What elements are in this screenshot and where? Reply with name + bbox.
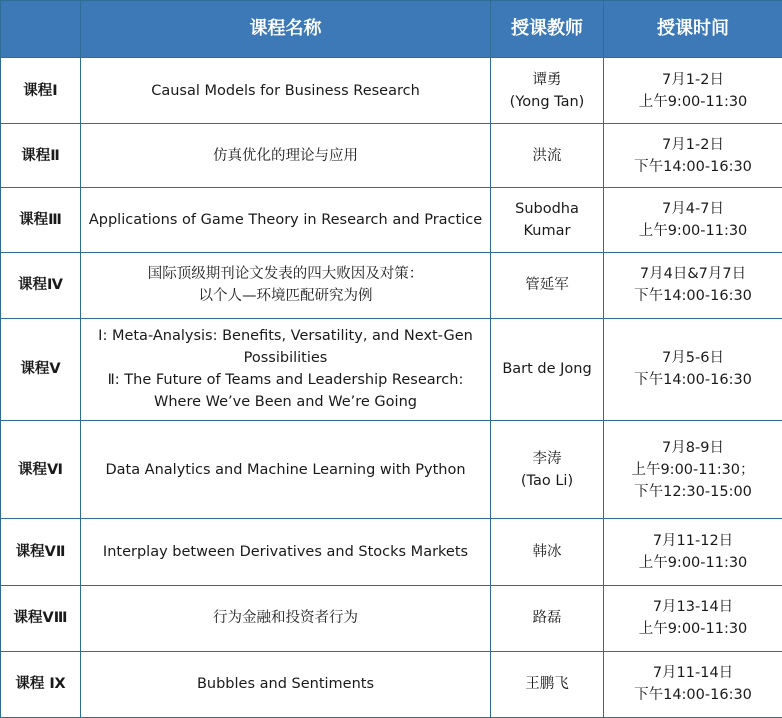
course-time-line: 7月4-7日 — [662, 200, 724, 217]
course-title-line: Ⅰ: Meta-Analysis: Benefits, Versatility, and Next-Gen — [98, 328, 473, 345]
course-time-line: 7月1-2日 — [662, 136, 724, 153]
course-teacher-cell — [491, 519, 604, 585]
course-title-line: 仿真优化的理论与应用 — [213, 147, 358, 164]
course-teacher-line: 李涛 — [532, 450, 562, 467]
course-time-line: 上午9:00-11:30 — [638, 621, 748, 638]
course-label: 课程Ⅵ — [1, 421, 81, 519]
course-title-line: Where We’ve Been and We’re Going — [154, 394, 417, 411]
course-time-line: 7月1-2日 — [662, 71, 724, 88]
course-time-line: 下午14:00-16:30 — [634, 372, 752, 389]
course-title-cell — [81, 58, 491, 124]
course-time-line: 下午14:00-16:30 — [634, 158, 752, 175]
course-time-line: 7月8-9日 — [662, 439, 724, 456]
course-teacher-cell — [491, 124, 604, 188]
header-row — [1, 1, 782, 58]
course-title-cell — [81, 585, 491, 651]
course-teacher-line: 谭勇 — [532, 71, 562, 88]
course-teacher-cell — [491, 58, 604, 124]
course-time-line: 7月5-6日 — [662, 350, 724, 367]
course-teacher-line: (Tao Li) — [520, 472, 574, 489]
header-corner — [1, 1, 81, 58]
course-title-cell — [81, 421, 491, 519]
header-time: 授课时间 — [604, 1, 782, 58]
course-time-line: 上午9:00-11:30 — [638, 222, 748, 239]
header-course-name: 课程名称 — [81, 1, 491, 58]
course-time-cell — [604, 421, 782, 519]
course-label: 课程Ⅱ — [1, 124, 81, 188]
course-teacher-cell — [491, 318, 604, 420]
course-teacher-line: 管延军 — [525, 277, 569, 294]
course-time-line: 下午14:00-16:30 — [634, 687, 752, 704]
course-title-cell — [81, 188, 491, 252]
course-title-line: Applications of Game Theory in Research and Practice — [88, 211, 483, 228]
course-teacher-line: 路磊 — [532, 610, 562, 627]
table-row — [1, 651, 782, 717]
course-title-cell — [81, 252, 491, 318]
course-time-line: 7月4日&7月7日 — [639, 266, 747, 283]
course-label: 课程Ⅳ — [1, 252, 81, 318]
table-row — [1, 188, 782, 252]
course-title-line: 行为金融和投资者行为 — [213, 610, 358, 627]
course-title-line: 国际顶级期刊论文发表的四大败因及对策： — [147, 266, 424, 283]
course-teacher-line: 洪流 — [532, 147, 562, 164]
table-row — [1, 519, 782, 585]
course-time-line: 上午9:00-11:30 — [638, 93, 748, 110]
course-label: 课程Ⅲ — [1, 188, 81, 252]
table-row — [1, 318, 782, 420]
course-label: 课程 Ⅸ — [1, 651, 81, 717]
table-row — [1, 252, 782, 318]
course-time-line: 上午9:00-11:30； — [631, 461, 755, 478]
course-teacher-line: 韩冰 — [532, 543, 562, 560]
course-teacher-cell — [491, 585, 604, 651]
course-time-cell — [604, 188, 782, 252]
table-row — [1, 58, 782, 124]
course-time-cell — [604, 585, 782, 651]
course-label: 课程Ⅴ — [1, 318, 81, 420]
course-teacher-cell — [491, 252, 604, 318]
course-teacher-line: Subodha — [515, 200, 579, 217]
course-title-line: Bubbles and Sentiments — [196, 676, 375, 693]
header-teacher: 授课教师 — [491, 1, 604, 58]
course-title-line: Data Analytics and Machine Learning with Python — [105, 461, 466, 478]
course-title-cell — [81, 519, 491, 585]
course-time-line: 上午9:00-11:30 — [638, 554, 748, 571]
course-title-cell — [81, 318, 491, 420]
course-title-cell — [81, 124, 491, 188]
course-time-line: 7月13-14日 — [652, 599, 734, 616]
table-row — [1, 585, 782, 651]
course-time-line: 下午12:30-15:00 — [634, 483, 752, 500]
course-teacher-cell — [491, 421, 604, 519]
course-label: 课程Ⅰ — [1, 58, 81, 124]
course-title-line: 以个人—环境匹配研究为例 — [198, 288, 373, 305]
course-time-line: 7月11-14日 — [652, 665, 734, 682]
table-row — [1, 124, 782, 188]
course-title-line: Ⅱ: The Future of Teams and Leadership Research: — [107, 372, 464, 389]
course-teacher-cell — [491, 188, 604, 252]
course-time-cell — [604, 124, 782, 188]
course-teacher-line: (Yong Tan) — [509, 93, 585, 110]
course-title-line: Possibilities — [243, 350, 328, 367]
course-label: 课程ⅤⅡ — [1, 519, 81, 585]
course-teacher-cell — [491, 651, 604, 717]
course-teacher-line: Kumar — [523, 222, 571, 239]
course-time-cell — [604, 58, 782, 124]
course-title-line: Interplay between Derivatives and Stocks Markets — [102, 543, 469, 560]
course-time-cell — [604, 651, 782, 717]
course-time-line: 7月11-12日 — [652, 532, 734, 549]
course-label: 课程ⅤⅢ — [1, 585, 81, 651]
course-teacher-line: 王鹏飞 — [525, 676, 569, 693]
course-teacher-line: Bart de Jong — [502, 361, 592, 378]
table-row — [1, 421, 782, 519]
course-title-cell — [81, 651, 491, 717]
course-time-line: 下午14:00-16:30 — [634, 288, 752, 305]
course-time-cell — [604, 252, 782, 318]
course-time-cell — [604, 318, 782, 420]
course-title-line: Causal Models for Business Research — [151, 82, 420, 99]
course-time-cell — [604, 519, 782, 585]
